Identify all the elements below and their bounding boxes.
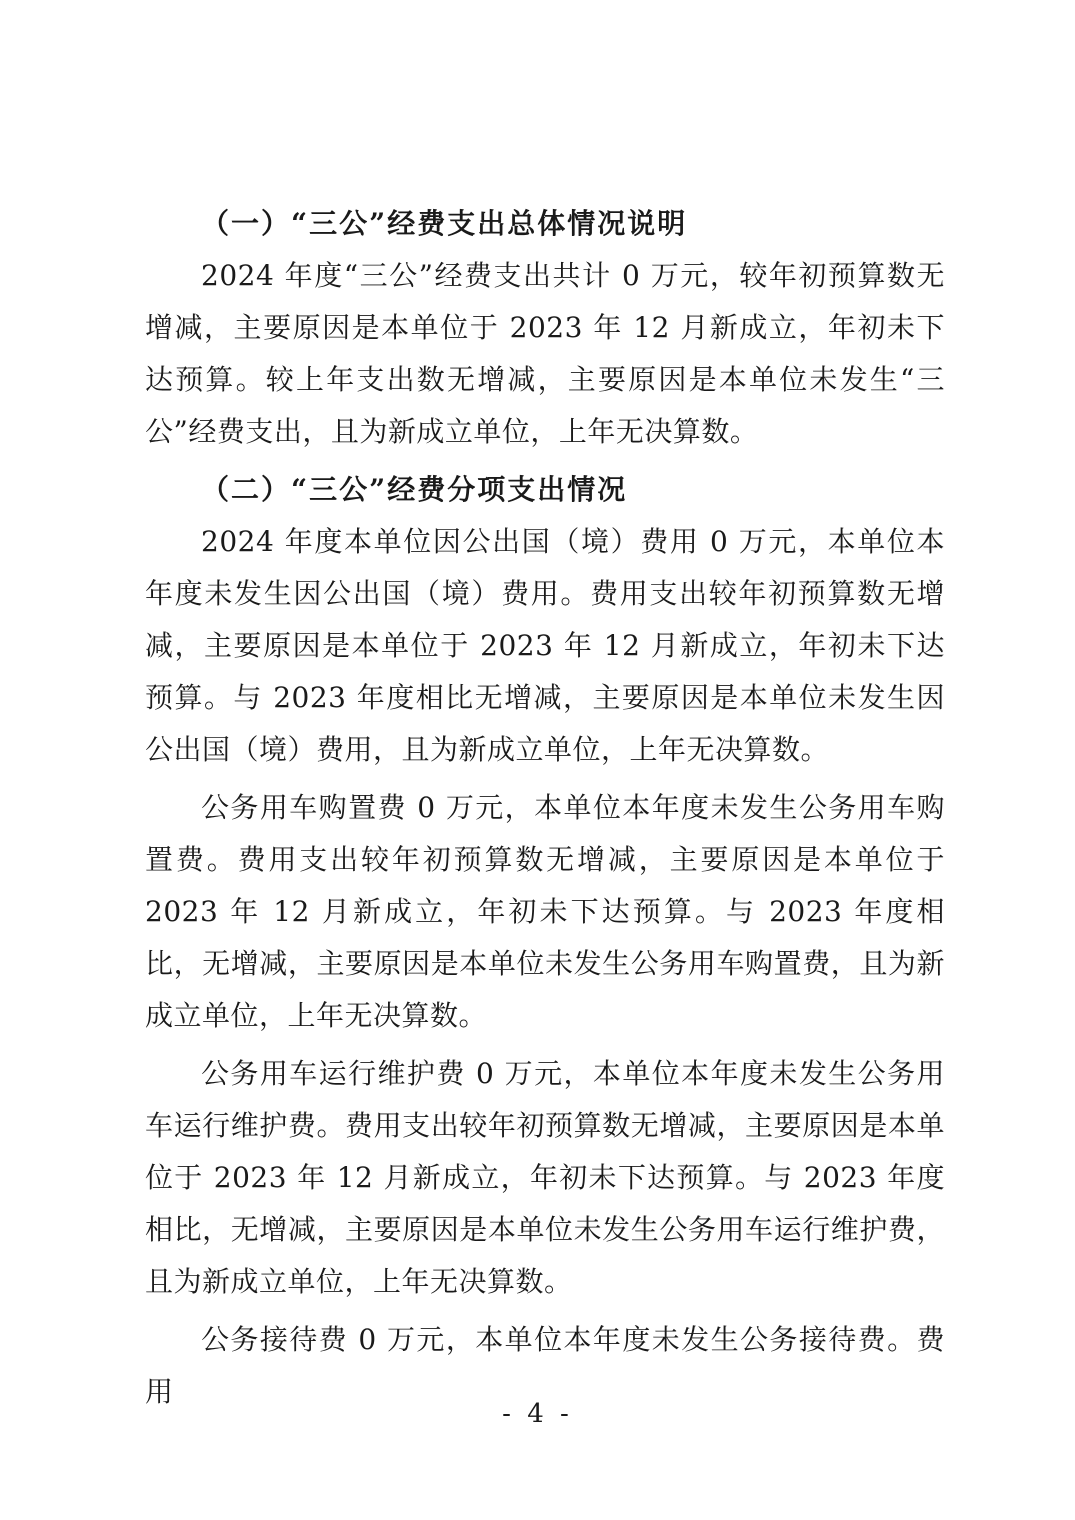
section-heading-overall: （一）“三公”经费支出总体情况说明 bbox=[201, 207, 688, 240]
paragraph-vehicle-purchase: 公务用车购置费 0 万元，本单位本年度未发生公务用车购置费。费用支出较年初预算数无增减，主要原因是本单位于 2023 年 12 月新成立，年初未下达预算。与 2023 年度相比，无增减，主要原因是本单位未发生公务用车购置费，且为新成立单位，上年无决算数。 bbox=[145, 791, 945, 1032]
paragraph-overseas-travel: 2024 年度本单位因公出国（境）费用 0 万元，本单位本年度未发生因公出国（境）费用。费用支出较年初预算数无增减，主要原因是本单位于 2023 年 12 月新成立，年初未下达预算。与 2023 年度相比无增减，主要原因是本单位未发生因公出国（境）费用，且为新成立单位，上年无决算数。 bbox=[145, 525, 945, 766]
page-number: - 4 - bbox=[502, 1399, 573, 1429]
section-heading-itemized: （二）“三公”经费分项支出情况 bbox=[201, 473, 628, 506]
document-body bbox=[145, 198, 945, 1418]
paragraph-vehicle-maintenance: 公务用车运行维护费 0 万元，本单位本年度未发生公务用车运行维护费。费用支出较年初预算数无增减，主要原因是本单位于 2023 年 12 月新成立，年初未下达预算。与 2023 年度相比，无增减，主要原因是本单位未发生公务用车运行维护费，且为新成立单位，上年无决算数。 bbox=[145, 1057, 945, 1298]
paragraph-overall-summary: 2024 年度“三公”经费支出共计 0 万元，较年初预算数无增减，主要原因是本单位于 2023 年 12 月新成立，年初未下达预算。较上年支出数无增减，主要原因是本单位未发生“三公”经费支出，且为新成立单位，上年无决算数。 bbox=[145, 259, 945, 448]
paragraph-reception: 公务接待费 0 万元，本单位本年度未发生公务接待费。费用 bbox=[145, 1323, 945, 1408]
